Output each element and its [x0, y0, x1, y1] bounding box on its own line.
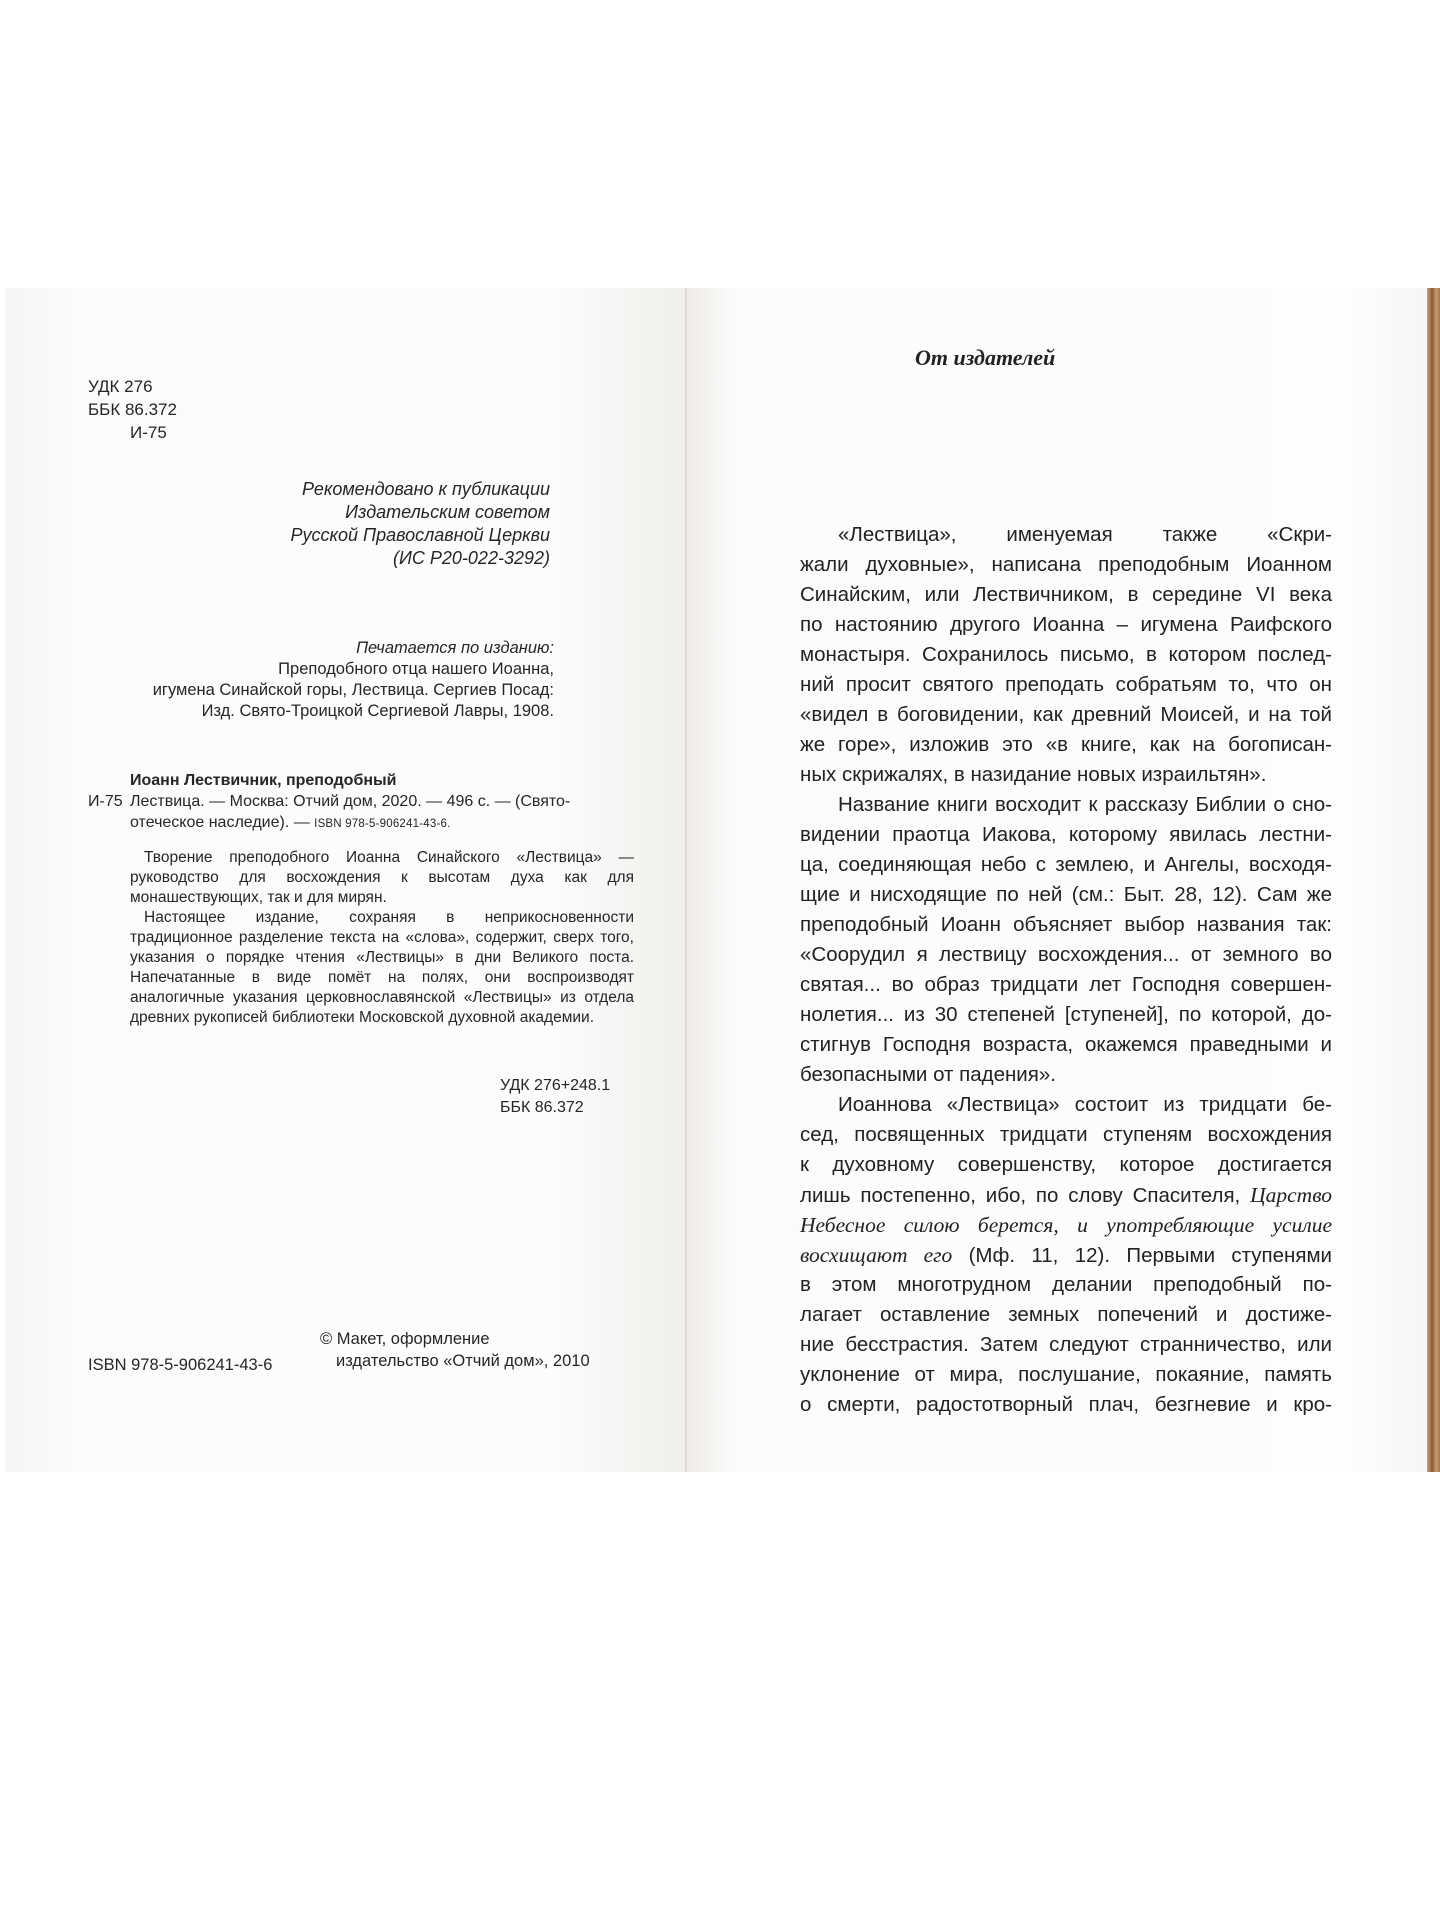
bibliographic-record	[88, 770, 570, 835]
record-row	[88, 791, 570, 812]
text-line: Иоаннова «Лествица» состоит из тридцати бе-	[838, 1093, 1332, 1116]
copyright-line: издательство «Отчий дом», 2010	[336, 1352, 590, 1370]
text-line: сед, посвященных тридцати ступеням восхождения	[800, 1123, 1332, 1146]
text-line: «видел в боговидении, как древний Моисей, и на той	[800, 703, 1332, 726]
text-line: уклонение от мира, послушание, покаяние, память	[800, 1363, 1332, 1386]
udk-code: УДК 276	[88, 377, 153, 396]
record-isbn: ISBN 978-5-906241-43-6.	[314, 818, 451, 830]
classification-codes	[88, 375, 177, 444]
text-line: щие и нисходящие по ней (см.: Быт. 28, 12). Сам же	[800, 883, 1332, 906]
reprint-line: Преподобного отца нашего Иоанна,	[278, 660, 554, 678]
classification-codes-bottom	[500, 1075, 610, 1119]
text-line: ных скрижалях, в назидание новых израильтян».	[800, 763, 1267, 786]
text-span: (Мф. 11, 12). Первыми ступенями	[952, 1244, 1332, 1267]
text-line: к духовному совершенству, которое достигается	[800, 1153, 1332, 1176]
record-series-line	[88, 812, 570, 835]
recommendation-line: (ИС Р20-022-3292)	[393, 548, 550, 568]
text-line: «Лествица», именуемая также «Скри-	[838, 523, 1332, 546]
author-mark: И-75	[130, 423, 167, 442]
copyright-notice	[320, 1328, 590, 1372]
text-line: ний просит святого преподать собратьям то, что он	[800, 673, 1332, 696]
text-line: безопасными от падения».	[800, 1063, 1056, 1086]
text-line: Название книги восходит к рассказу Библии о сно-	[838, 793, 1332, 816]
text-line: «Соорудил я лествицу восхождения... от земного во	[800, 943, 1332, 966]
text-line: ние бесстрастия. Затем следуют странничество, или	[800, 1333, 1332, 1356]
book-edge	[1427, 288, 1440, 1472]
recommendation-line: Рекомендовано к публикации	[302, 479, 550, 499]
text-line: нолетия... из 30 степеней [ступеней], по которой, до-	[800, 1003, 1332, 1026]
copyright-line: © Макет, оформление	[320, 1330, 490, 1348]
record-code: И-75	[88, 793, 123, 810]
text-line: в этом многотрудном делании преподобный по-	[800, 1273, 1332, 1296]
record-series: отеческое наследие). —	[130, 814, 315, 831]
reprint-heading: Печатается по изданию:	[356, 639, 554, 657]
record-title-line: Лествица. — Москва: Отчий дом, 2020. — 496 с. — (Свято-	[130, 793, 571, 810]
text-line: монастыря. Сохранилось письмо, в котором послед-	[800, 643, 1332, 666]
publication-recommendation	[220, 478, 550, 570]
italic-span: восхищают его	[800, 1243, 953, 1267]
text-line: ца, соединяющая небо с землею, и Ангелы, восходя-	[800, 853, 1332, 876]
book-abstract	[130, 848, 634, 1028]
text-span: лишь постепенно, ибо, по слову Спасителя,	[800, 1184, 1251, 1207]
bbk-code: ББК 86.372	[88, 400, 177, 419]
text-line: о смерти, радостотворный плач, безгневие и кро-	[800, 1393, 1332, 1416]
recommendation-line: Русской Православной Церкви	[290, 525, 550, 545]
abstract-paragraph: Настоящее издание, сохраняя в неприкосновенности традиционное разделение текста на «слова», содержит, сверх того, указания о порядке чтения «Лествицы» в дни Великого поста. Напечатанные в виде помёт на полях, они воспроизводят аналогичные указания церковнославянской «Лествицы» из отдела древних рукописей библиотеки Московской духовной академии.	[130, 909, 634, 1026]
italic-span: Царство	[1250, 1183, 1332, 1207]
abstract-paragraph: Творение преподобного Иоанна Синайского «Лествица» — руководство для восхождения к высотам духа как для монашествующих, так и для мирян.	[130, 849, 634, 906]
reprint-line: Изд. Свято-Троицкой Сергиевой Лавры, 1908.	[201, 702, 554, 720]
text-line: святая... во образ тридцати лет Господня совершен-	[800, 973, 1332, 996]
reprint-line: игумена Синайской горы, Лествица. Сергиев Посад:	[152, 681, 554, 699]
text-line: преподобный Иоанн объясняет выбор названия так:	[800, 913, 1332, 936]
italic-span: Небесное силою берется, и употребляющие усилие	[800, 1213, 1332, 1237]
text-line: стигнув Господня возраста, окажемся праведными и	[800, 1033, 1332, 1056]
text-line-italic	[800, 1210, 1332, 1240]
recommendation-line: Издательским советом	[345, 502, 550, 522]
isbn: ISBN 978-5-906241-43-6	[88, 1356, 273, 1374]
record-author: Иоанн Лествичник, преподобный	[130, 772, 397, 789]
text-line-mixed	[800, 1240, 1332, 1270]
reprint-source	[150, 638, 554, 722]
udk-code-bottom: УДК 276+248.1	[500, 1077, 611, 1094]
bbk-code-bottom: ББК 86.372	[500, 1099, 584, 1116]
page-title: От издателей	[915, 345, 1056, 370]
text-line: видении праотца Иакова, которому явилась лестни-	[800, 823, 1332, 846]
text-line: жали духовные», написана преподобным Иоанном	[800, 553, 1332, 576]
text-line: Синайским, или Лествичником, в середине VI века	[800, 583, 1332, 606]
text-line: по настоянию другого Иоанна – игумена Раифского	[800, 613, 1332, 636]
text-line: лагает оставление земных попечений и достиже-	[800, 1303, 1332, 1326]
text-line-mixed	[800, 1180, 1332, 1210]
text-line: же горе», изложив это «в книге, как на богописан-	[800, 733, 1332, 756]
